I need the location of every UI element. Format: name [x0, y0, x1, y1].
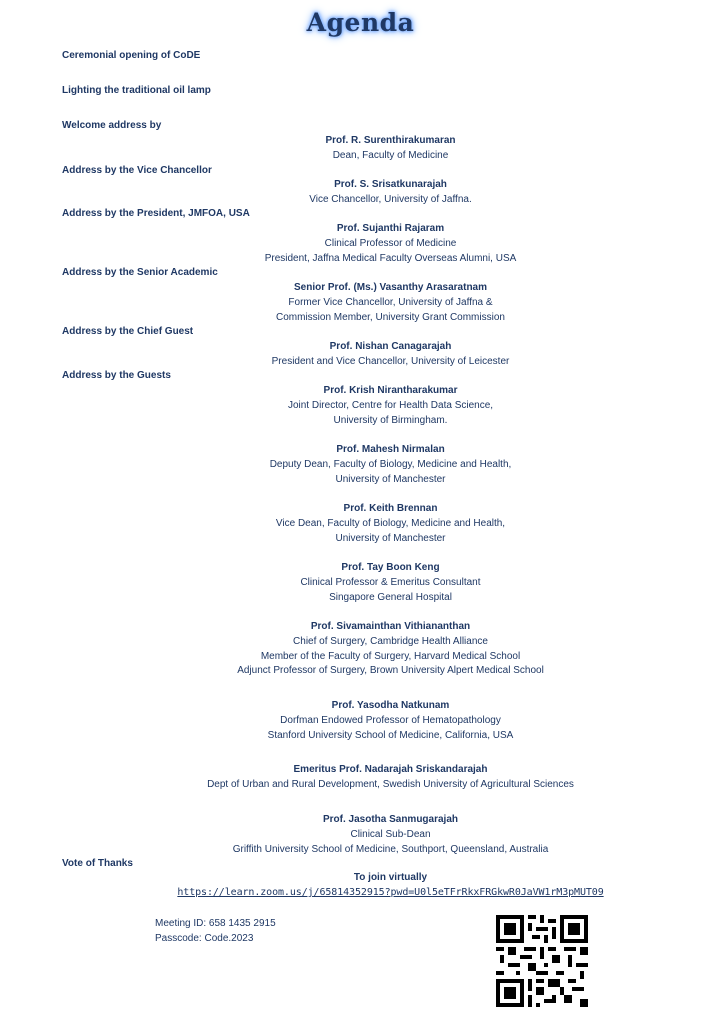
speaker-title: Griffith University School of Medicine, Southport, Queensland, Australia	[232, 843, 549, 855]
page-title: Agenda	[306, 8, 415, 37]
speaker-title: Commission Member, University Grant Commission	[276, 311, 505, 323]
speaker-title: Former Vice Chancellor, University of Jaffna &	[288, 296, 493, 308]
agenda-item-opening: Ceremonial opening of CoDE	[62, 50, 201, 61]
speaker-title: Clinical Professor & Emeritus Consultant	[300, 576, 481, 588]
agenda-item-guests: Address by the Guests	[62, 370, 171, 381]
speaker-block	[100, 502, 681, 546]
agenda-item-vote-of-thanks: Vote of Thanks	[62, 858, 133, 869]
speaker-title: Chief of Surgery, Cambridge Health Alliance	[293, 635, 488, 647]
zoom-meeting-link[interactable]: https://learn.zoom.us/j/65814352915?pwd=U0l5eTFrRkxFRGkwR0JaVW1rM3pMUT09	[177, 887, 604, 898]
speaker-block	[100, 813, 681, 857]
speaker-name: Prof. Nishan Canagarajah	[329, 341, 452, 352]
speaker-name: Prof. Sujanthi Rajaram	[336, 223, 445, 234]
speaker-title: Dept of Urban and Rural Development, Swedish University of Agricultural Sciences	[207, 778, 574, 790]
speaker-name: Prof. Sivamainthan Vithiananthan	[310, 621, 471, 632]
speaker-block	[100, 178, 681, 208]
speaker-title: Vice Chancellor, University of Jaffna.	[309, 193, 472, 205]
speaker-block	[100, 699, 681, 743]
speaker-block	[100, 443, 681, 487]
meeting-id: Meeting ID: 658 1435 2915	[155, 918, 276, 929]
speaker-block	[100, 281, 681, 325]
speaker-block	[100, 134, 681, 164]
speaker-title: Joint Director, Centre for Health Data Science,	[287, 399, 494, 411]
speaker-name: Prof. R. Surenthirakumaran	[325, 135, 456, 146]
speaker-name: Prof. Yasodha Natkunam	[331, 700, 450, 711]
agenda-item-vice-chancellor: Address by the Vice Chancellor	[62, 165, 212, 176]
speaker-title: University of Manchester	[335, 532, 446, 544]
speaker-name: Prof. Jasotha Sanmugarajah	[322, 814, 459, 825]
agenda-item-oil-lamp: Lighting the traditional oil lamp	[62, 85, 211, 96]
speaker-block	[100, 561, 681, 605]
speaker-title: President and Vice Chancellor, University of Leicester	[271, 355, 510, 367]
speaker-name: Prof. Tay Boon Keng	[341, 562, 440, 573]
speaker-block	[100, 340, 681, 370]
speaker-name: Prof. Krish Nirantharakumar	[323, 385, 458, 396]
speaker-title: Singapore General Hospital	[329, 591, 452, 603]
speaker-title: Clinical Professor of Medicine	[324, 237, 457, 249]
speaker-title: Clinical Sub-Dean	[350, 828, 431, 840]
speaker-title: University of Birmingham.	[333, 414, 448, 426]
agenda-item-president-jmfoa: Address by the President, JMFOA, USA	[62, 208, 250, 219]
speaker-title: Dean, Faculty of Medicine	[332, 149, 449, 161]
meeting-passcode: Passcode: Code.2023	[155, 933, 254, 944]
speaker-name: Prof. S. Srisatkunarajah	[334, 179, 447, 190]
speaker-title: President, Jaffna Medical Faculty Overseas Alumni, USA	[264, 252, 517, 264]
speaker-title: Stanford University School of Medicine, California, USA	[267, 729, 514, 741]
speaker-block	[100, 222, 681, 266]
speaker-name: Prof. Mahesh Nirmalan	[336, 444, 445, 455]
agenda-item-chief-guest: Address by the Chief Guest	[62, 326, 194, 337]
speaker-title: Deputy Dean, Faculty of Biology, Medicine and Health,	[269, 458, 512, 470]
speaker-title: Member of the Faculty of Surgery, Harvard Medical School	[260, 650, 521, 662]
speaker-block	[100, 763, 681, 793]
speaker-title: Dorfman Endowed Professor of Hematopathology	[280, 714, 501, 726]
speaker-name: Emeritus Prof. Nadarajah Sriskandarajah	[293, 764, 488, 775]
speaker-name: Senior Prof. (Ms.) Vasanthy Arasaratnam	[293, 282, 488, 293]
join-virtually-heading: To join virtually	[353, 872, 428, 883]
agenda-item-senior-academic: Address by the Senior Academic	[62, 267, 218, 278]
speaker-title: Adjunct Professor of Surgery, Brown University Alpert Medical School	[237, 665, 544, 677]
speaker-name: Prof. Keith Brennan	[343, 503, 438, 514]
speaker-title: Vice Dean, Faculty of Biology, Medicine and Health,	[275, 517, 506, 529]
speaker-title: University of Manchester	[335, 473, 446, 485]
qr-code-icon	[496, 915, 588, 1007]
speaker-block	[100, 620, 681, 679]
agenda-item-welcome: Welcome address by	[62, 120, 162, 131]
speaker-block	[100, 384, 681, 428]
